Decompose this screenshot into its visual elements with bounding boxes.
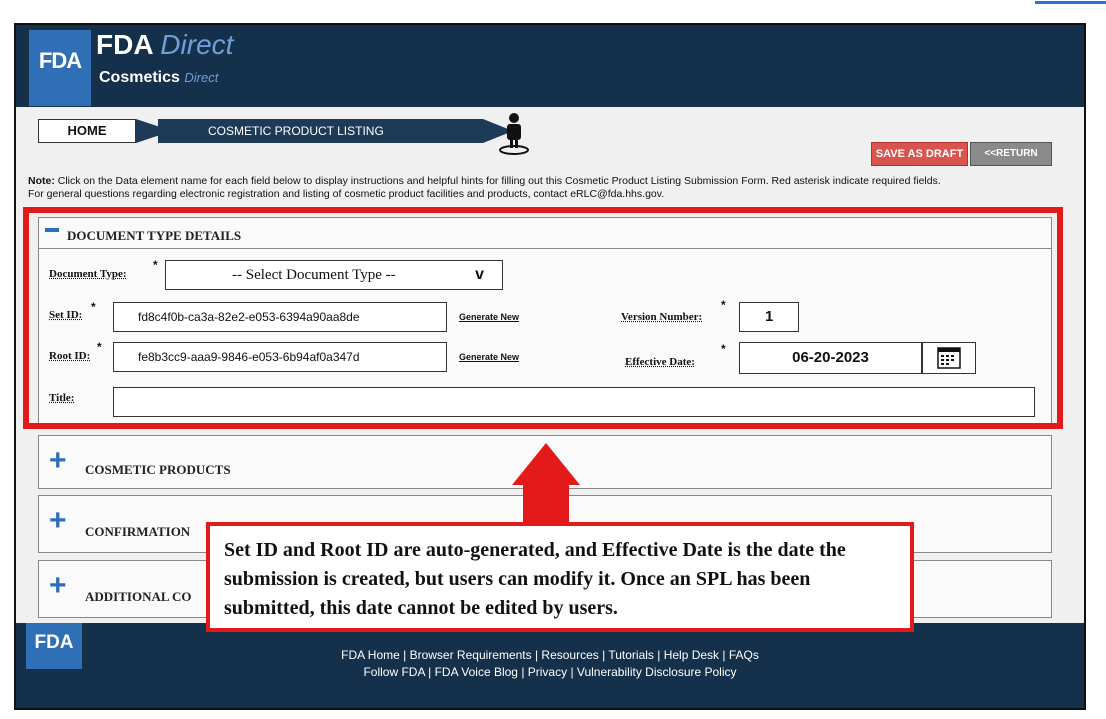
expand-plus-icon[interactable]: + [49, 444, 67, 477]
brand-title-direct: Direct [160, 29, 234, 60]
note-line-1: Click on the Data element name for each field below to display instructions and helpful hints for filling out this Cosmetic Product Listing Submission Form. Red asterisk indicate required fields. [57, 175, 941, 187]
section-title[interactable]: DOCUMENT TYPE DETAILS [67, 228, 242, 243]
version-number-label[interactable]: Version Number: [621, 311, 703, 323]
document-type-label[interactable]: Document Type: [49, 268, 127, 280]
brand-title [96, 29, 233, 61]
required-asterisk: * [91, 300, 96, 314]
root-id-label[interactable]: Root ID: [49, 350, 91, 362]
footer-links-row-2[interactable]: Follow FDA | FDA Voice Blog | Privacy | Vulnerability Disclosure Policy [363, 665, 737, 679]
user-location-icon [494, 111, 534, 155]
brand-subtitle [99, 69, 218, 87]
required-asterisk: * [721, 298, 726, 312]
title-label[interactable]: Title: [49, 392, 75, 404]
fda-logo[interactable]: FDA [29, 30, 91, 106]
return-button[interactable]: <<RETURN [970, 142, 1052, 166]
footer-fda-logo[interactable]: FDA [26, 623, 82, 669]
note-label: Note: [28, 175, 55, 187]
root-id-field[interactable]: fe8b3cc9-aaa9-9846-e053-6b94af0a347d [113, 342, 447, 372]
app-header [16, 25, 1084, 107]
section-title[interactable]: COSMETIC PRODUCTS [85, 462, 231, 477]
brand-subtitle-main: Cosmetics [99, 69, 180, 86]
generate-new-root-id-link[interactable]: Generate New [459, 352, 520, 362]
arrow-up-icon [512, 443, 580, 485]
top-accent-line [1035, 1, 1106, 4]
generate-new-set-id-link[interactable]: Generate New [459, 312, 520, 322]
breadcrumb-current: COSMETIC PRODUCT LISTING [158, 119, 483, 143]
set-id-label[interactable]: Set ID: [49, 309, 83, 321]
save-as-draft-button[interactable]: SAVE AS DRAFT [871, 142, 968, 166]
arrow-up-shaft [523, 485, 569, 523]
required-asterisk: * [153, 258, 158, 272]
document-type-value: -- Select Document Type -- [232, 267, 396, 283]
effective-date-field[interactable]: 06-20-2023 [739, 342, 922, 374]
required-asterisk: * [97, 340, 102, 354]
note-line-2: For general questions regarding electronic registration and listing of cosmetic product facilities and products, contact eRLC@fda.hhs.gov. [28, 188, 665, 200]
expand-plus-icon[interactable]: + [49, 504, 67, 537]
annotation-callout: Set ID and Root ID are auto-generated, and Effective Date is the date the submission is created, but users can modify it. Once an SPL has been submitted, this date cannot be edited by users. [206, 522, 914, 632]
brand-subtitle-direct: Direct [184, 70, 219, 85]
brand-title-main: FDA [96, 29, 153, 60]
effective-date-label[interactable]: Effective Date: [625, 356, 695, 368]
breadcrumb-arrow-icon [136, 119, 172, 143]
required-asterisk: * [721, 342, 726, 356]
breadcrumb [38, 119, 498, 143]
section-title[interactable]: ADDITIONAL CO [85, 589, 192, 604]
footer-links-row-1[interactable]: FDA Home | Browser Requirements | Resources | Tutorials | Help Desk | FAQs [341, 648, 759, 662]
instructions-note [28, 175, 1078, 201]
set-id-field[interactable]: fd8c4f0b-ca3a-82e2-e053-6394a90aa8de [113, 302, 447, 332]
section-title[interactable]: CONFIRMATION [85, 524, 191, 539]
highlight-box [23, 207, 1063, 429]
chevron-down-icon: v [475, 266, 484, 283]
app-footer [16, 623, 1084, 708]
breadcrumb-home[interactable]: HOME [38, 119, 136, 143]
version-number-field[interactable]: 1 [739, 302, 799, 332]
expand-plus-icon[interactable]: + [49, 569, 67, 602]
